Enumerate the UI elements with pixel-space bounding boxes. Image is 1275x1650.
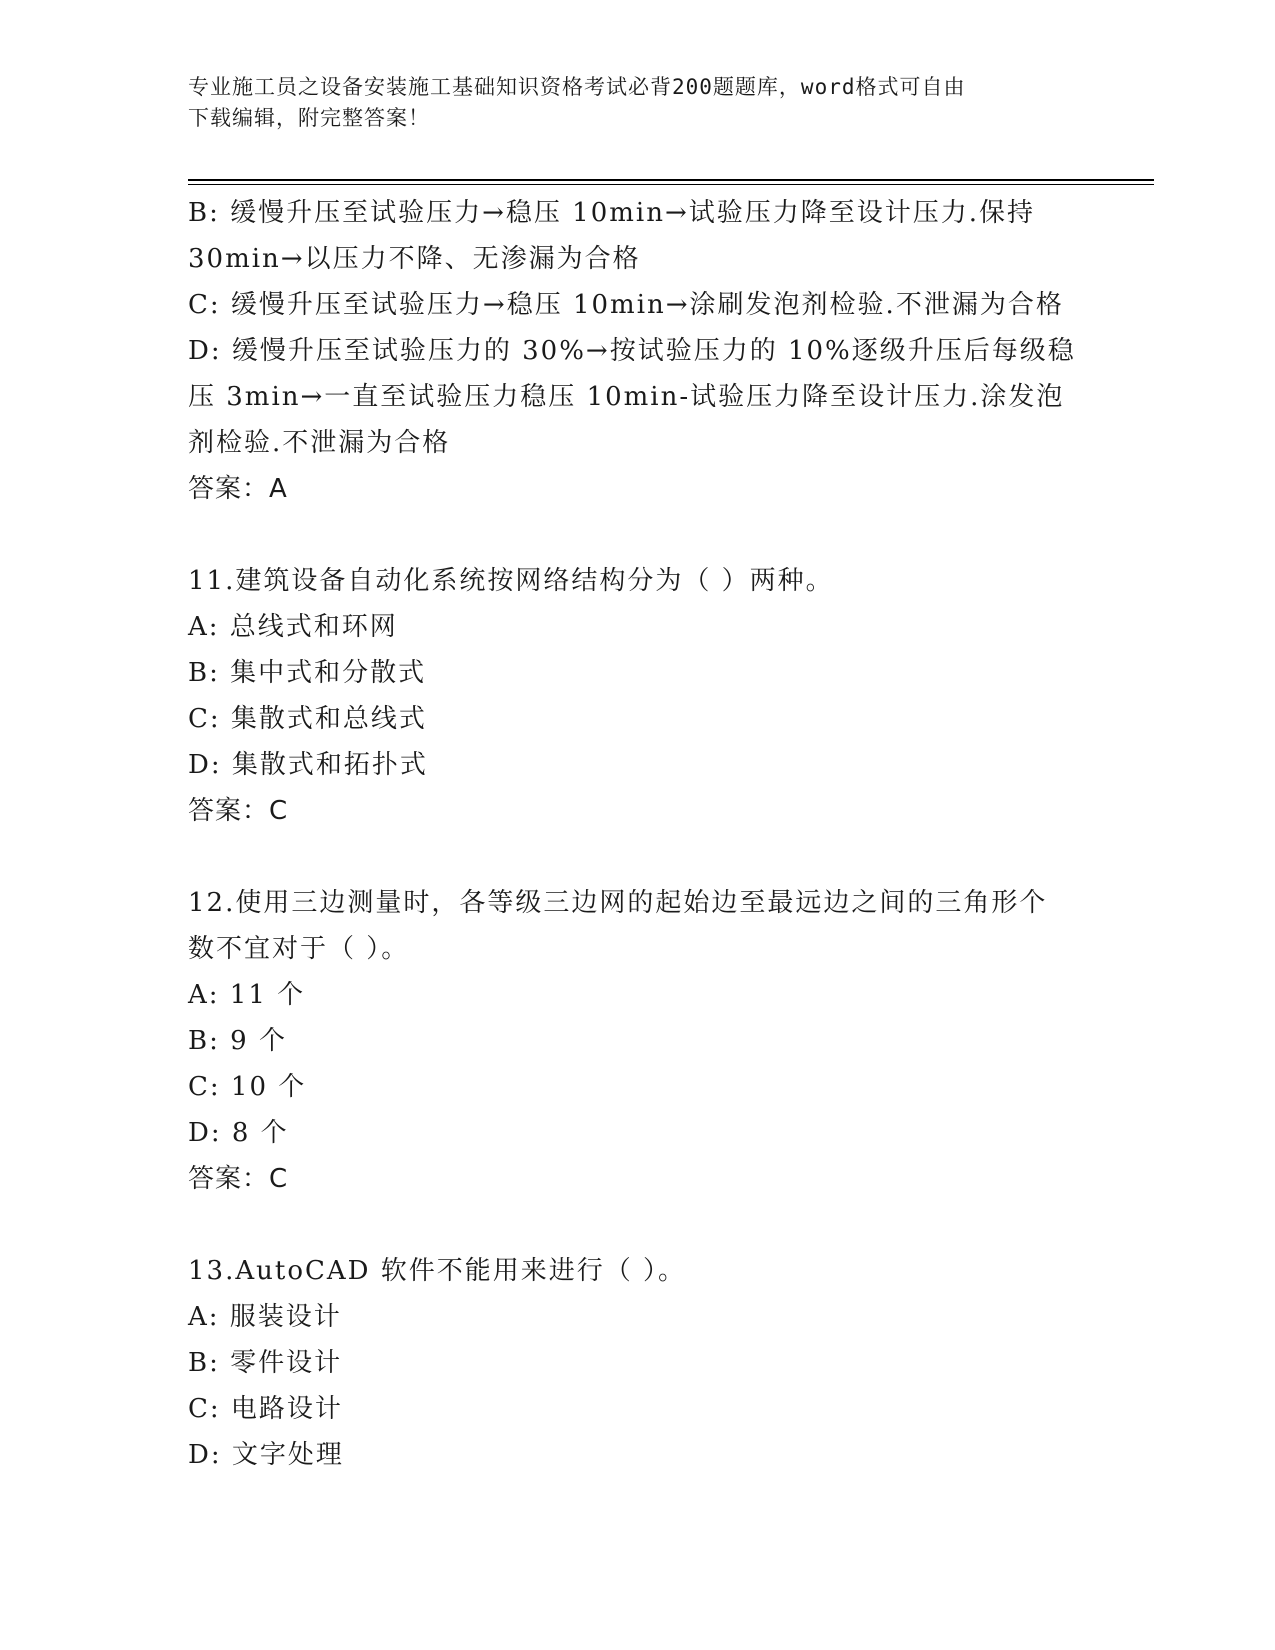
document-header — [188, 72, 1068, 134]
option-b-line-1: B: 缓慢升压至试验压力→稳压 10min→试验压力降至设计压力.保持 — [188, 198, 1036, 228]
question-12 — [188, 880, 1088, 1202]
option-b: B: 集中式和分散式 — [188, 658, 427, 688]
option-c: C: 10 个 — [188, 1072, 307, 1102]
spacer — [188, 1202, 1088, 1248]
header-divider-thin — [188, 184, 1154, 185]
question-text-line-1: 12.使用三边测量时，各等级三边网的起始边至最远边之间的三角形个 — [188, 888, 1048, 918]
option-b: B: 零件设计 — [188, 1348, 343, 1378]
question-text: 13.AutoCAD 软件不能用来进行（ ）。 — [188, 1256, 687, 1286]
question-list — [188, 190, 1088, 1478]
option-d-line-1: D: 缓慢升压至试验压力的 30%→按试验压力的 10%逐级升压后每级稳 — [188, 336, 1076, 366]
question-10-continued — [188, 190, 1088, 512]
option-c: C: 集散式和总线式 — [188, 704, 427, 734]
option-b-line-2: 30min→以压力不降、无渗漏为合格 — [188, 244, 641, 274]
option-a: A: 总线式和环网 — [188, 612, 398, 642]
header-divider-thick — [188, 179, 1154, 181]
answer: 答案：A — [188, 474, 288, 504]
question-text-line-2: 数不宜对于（ ）。 — [188, 934, 410, 964]
answer: 答案：C — [188, 1164, 289, 1194]
spacer — [188, 834, 1088, 880]
answer: 答案：C — [188, 796, 289, 826]
question-13 — [188, 1248, 1088, 1478]
option-d-line-2: 压 3min→一直至试验压力稳压 10min-试验压力降至设计压力.涂发泡 — [188, 382, 1065, 412]
option-d: D: 集散式和拓扑式 — [188, 750, 428, 780]
option-d: D: 8 个 — [188, 1118, 289, 1148]
option-b: B: 9 个 — [188, 1026, 287, 1056]
option-a: A: 11 个 — [188, 980, 306, 1010]
option-d-line-3: 剂检验.不泄漏为合格 — [188, 428, 451, 458]
spacer — [188, 512, 1088, 558]
option-a: A: 服装设计 — [188, 1302, 342, 1332]
header-line-2: 下载编辑，附完整答案！ — [188, 106, 430, 130]
header-line-1: 专业施工员之设备安装施工基础知识资格考试必背200题题库，word格式可自由 — [188, 75, 966, 99]
option-c: C: 缓慢升压至试验压力→稳压 10min→涂刷发泡剂检验.不泄漏为合格 — [188, 290, 1064, 320]
question-text: 11.建筑设备自动化系统按网络结构分为（ ）两种。 — [188, 566, 834, 596]
option-d: D: 文字处理 — [188, 1440, 344, 1470]
question-11 — [188, 558, 1088, 834]
option-c: C: 电路设计 — [188, 1394, 343, 1424]
